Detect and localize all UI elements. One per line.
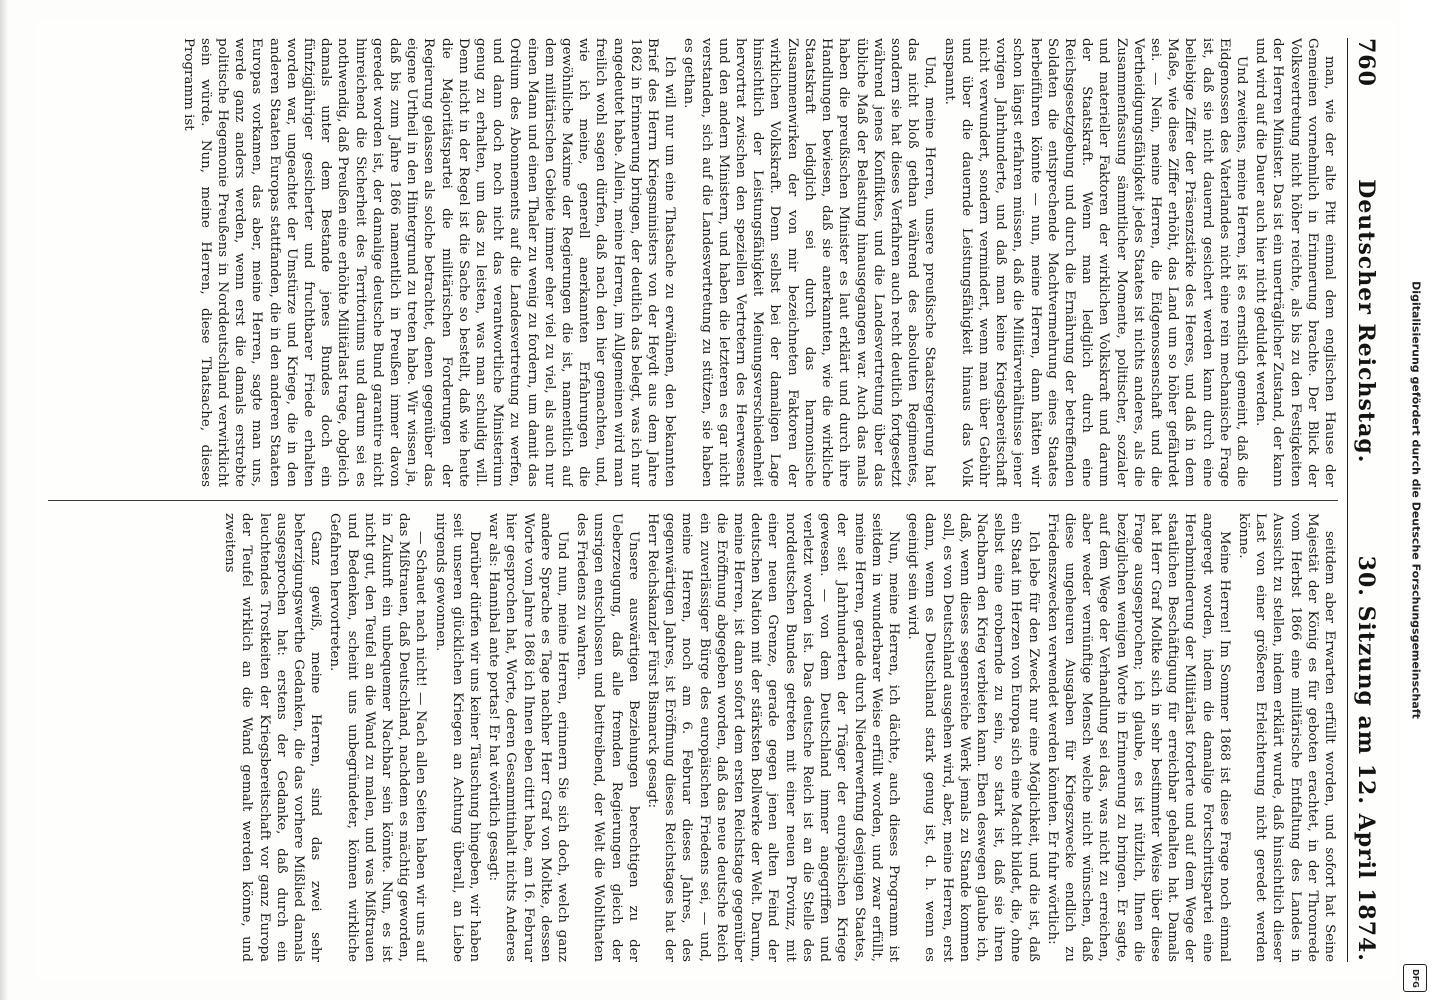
left-column <box>46 38 1338 487</box>
paragraph: Ganz gewiß, meine Herren, sind das zwei sehr beherzigungswerthe Gedanken, die das vorhere Mißlied damals ausgesprochen hat: erstens der Gedanke, daß durch ein leuchtendes Trostkeiten der Kriegsbereitschaft vor ganz Europa der Teufel wirklich an die Wand gemalt werden könne, und zweitens <box>222 513 324 962</box>
paragraph: Darüber dürfen wir uns keiner Täuschung hingeben, wir haben seit unseren glücklichen Kriegen an Achtung überall, an Liebe nirgends gewonnen. <box>432 513 483 962</box>
dfg-logo <box>1403 964 1427 992</box>
dfg-logo-text: DFG <box>1410 968 1420 988</box>
header-session: 30. Sitzung am 12. April 1874. <box>1353 555 1379 962</box>
paragraph: seitdem aber Erwarten erfüllt worden, und sofort hat Seine Majestät der König es für geboten erachtet, in der Thronrede vom Herbst 1866 eine militärische Entfaltung des Landes in Aussicht zu stellen, indem erklärt wurde, daß hinsichtlich dieser Last von einer größeren Erleichterung nicht geredet werden könne. <box>1235 513 1337 962</box>
paragraph: — Schauet nach nicht! — Nach allen Seiten haben wir uns auf das Mißtrauen, daß Deutschland, nachdem es mächtig geworden, in Zukunft ein unbequemer Nachbar sein könnte. Nun, es ist nicht gut, den Teufel an die Wand zu malen, und was Mißtrauen und Bedenken, scheint uns unbegründeter, können wirkliche Gefahren hervortreten. <box>327 513 429 962</box>
paragraph: Und nun, meine Herren, erinnern Sie sich doch, welch ganz andere Sprache es Tage nachher Herr Graf von Moltke, dessen Worte vom Jahre 1868 ich Ihnen eben citirt habe, am 16. Februar hier gesprochen hat, Worte, deren Gesammtinhalt nichts Anderes war als: Hannibal ante portas! Er hat wörtlich gesagt: <box>486 513 571 962</box>
right-column <box>46 513 1338 962</box>
paragraph: Und, meine Herren, unsere preußische Staatsregierung hat das nicht bloß gethan während des absoluten Regimentes, sondern sie hat dieses Verfahren auch recht deutlich fortgesetzt während jenes Konfliktes, und die Landesvertretung über das übliche Maß der Belastung hinausgegangen war. Auch das mals haben die preußischen Minister es laut erklärt und durch ihre Handlungen bewiesen, daß sie anerkannten, wie die wirkliche Staatskraft lediglich sei durch das harmonische Zusammenwirken der von mir bezeichneten Faktoren der wirklichen Volkskraft. Denn selbst bei der damaligen Lage hinsichtlich der Leistungsfähigkeit Meinungsverschiedenheit hervortrat zwischen den speziellen Vertretern des Heerwesens und den andern Ministern, und haben die letzteren es gar nicht verstanden, sich auf die Landesvertretung zu stützen, sie haben es gethan. <box>681 38 938 487</box>
document-page <box>36 20 1396 980</box>
paragraph: Und zweitens, meine Herren, ist es ernstlich gemeint, daß die Eidgenossen des Vaterlandes nicht eine rein mechanische Frage ist, daß sie nicht dauernd gesichert werden kann durch eine beliebige Ziffer der Präsenzstärke des Heeres, und daß in dem Maße, wie diese Ziffer erhöht, das Land um so höher gefährdet sei. — Nein, meine Herren, die Eidgenossenschaft und die Vertheidigungsfähigkeit jedes Staates ist nichts anderes, als die Zusammenfassung sämmtlicher Momente, politischer, sozialer und materieller Faktoren der wirklichen Volkskraft und darum der Staatskraft. Wenn man lediglich durch eine Reichsgesetzgebung und durch die Ernährung der betreffenden Soldaten die entsprechende Machtvermehrung eines Staates herbeiführen könnte — nun, meine Herren, dann hätten wir schon längst erfahren müssen, daß die Militärverhältnisse jener vorigen Jahrhunderte, und daß man keine Kriegsbereitschaft nicht verwundert, sondern vermindert, wenn man über Gebühr und über die dauernde Leistungsfähigkeit hinaus das Volk anspannt. <box>941 38 1249 487</box>
paragraph: Meine Herren! Im Sommer 1868 ist diese Frage noch einmal angeregt worden, indem die damalige Fortschrittspartei eine Herabminderung der Militärlast forderte und auf dem Wege der staatlichen Beschäftigung für erreichbar gehalten hat. Damals hat Herr Graf Moltke sich in sehr bestimmter Weise über diese Frage ausgesprochen; ich glaube, es ist nützlich, Ihnen die bezüglichen wenigen Worte in Erinnerung zu bringen. Er sagte, auf dem Wege der Verhandlung sei das, was nicht zu erreichen, aber weder vernünftige Mensch welche nicht wünschen, daß diese ungeheuren Ausgaben für Kriegszwecke endlich zu Friedenszwecken verwendet werden könnten. Er fuhr wörtlich: <box>1044 513 1232 962</box>
paragraph: man, wie der alte Pitt einmal dem englischen Hause der Gemeinen vornehmlich in Erinnerung brachte. Der Blick der Volksvertretung nicht höher reichte, als bis zu den Festigkeiten der Herren Minister. Das ist ein unerträglicher Zustand, der kann und wird auf die Dauer auch hier nicht geduldet werden. <box>1253 38 1337 487</box>
header-title: Deutscher Reichstag. <box>1353 179 1379 464</box>
page-number: 760 <box>1353 38 1379 87</box>
paragraph: Ich will nur um eine Thatsache zu erwähnen, den bekannten Brief des Herrn Kriegsministers von der Heydt aus dem Jahre 1862 in Erinnerung bringen, der deutlich das belegt, was ich nur angedeutet habe. Allein, meine Herren, im Allgemeinen wird man freilich wohl sagen dürfen, daß nach den hier gemachten, und, wie ich meine, generell anerkannten Erfahrungen die gewöhnliche Maxime der Regierungen die ist, namentlich auf dem militärischen Gebiete immer eher viel zu viel, als auch nur einen Mann und einen Thaler zu wenig zu fordern, um damit das Ordium des Abonnements auf die Landesvertretung zu werfen, und dann doch noch nicht das verantwortliche Ministerium genug zu erhalten, um das zu leisten, was man schuldig will. Denn nicht in der Regel ist die Sache so bestellt, daß wie heute die Majoritätspartei die militärischen Forderungen der Regierung gelassen als solche betrachtet, denen gegenüber das eigene Urtheil in den Hintergrund zu treten habe. Wir wissen ja, daß bis zum Jahre 1866 namentlich in Preußen immer davon geredet worden ist, der damalige deutsche Bund garantire nicht hinreichend die Sicherheit des Territoriums und darum sei es nothwendig, daß Preußen eine erhöhte Militärlast trage, obgleich damals unter dem Bestande jenes Bundes doch ein fünfzigjähriger gesicherter und fruchtbarer Friede erhalten worden war, ungeachtet der Umstürze und Kriege, die in den anderen Staaten Europas stattfanden, die in den anderen Staaten Europas vorkamen, das aber, meine Herren, sagte man uns, werde ganz anders werden, wenn erst die damals erstrebte politische Hegemonie Preußens in Norddeutschland verwirklicht sein würde. Nun, meine Herren, diese Thatsache, dieses Programm ist <box>180 38 678 487</box>
page-edge-shadow <box>0 0 8 1000</box>
text-columns <box>46 38 1338 962</box>
paragraph: Nun, meine Herren, ich dächte, auch dieses Programm ist seitdem in wunderbarer Weise erfüllt worden, und zwar erfüllt, meine Herren, gerade durch Niederwerfung desjenigen Staates, der seit Jahrhunderten der Träger der europäischen Kriege gewesen. — von dem Deutschland immer angegriffen und verletzt worden ist. Das deutsche Reich ist an die Stelle des norddeutschen Bundes getreten mit einer neuen Provinz, mit einer neuen Grenze, gerade gegen jenen alten Feind der deutschen Nation mit der stärksten Bollwerke der Welt. Darum, meine Herren, ist dann sofort dem ersten Reichstage gegenüber die Eröffnung abgegeben worden, daß das neue deutsche Reich ein zuverlässiger Bürge des europäischen Friedens sei, — und, meine Herren, noch am 6. Februar dieses Jahres, des gegenwärtigen Jahres, ist Eröffnung dieses Reichstages hat der Herr Reichskanzler Fürst Bismarck gesagt: <box>645 513 901 962</box>
paragraph: Ich lebe für den Zweck nur eine Möglichkeit, und die ist, daß ein Staat im Herzen von Europa sich eine Macht bildet, die, ohne selbst eine erobernde zu sein, so stark ist, daß sie ihren Nachbarn den Krieg verbieten kann. Eben deswegen glaube ich, daß, wenn dieses segensreiche Werk jemals zu Stande kommen soll, es von Deutschland ausgehen wird, aber, meine Herren, erst dann, wenn es Deutschland stark genug ist, d. h. wenn es geeinigt sein wird. <box>905 513 1041 962</box>
paragraph: Unsere auswärtigen Beziehungen berechtigen zu der Ueberzeugung, daß alle fremden Regierungen gleich der unsrigen entschlossen und beitreibend, der Welt die Wohlthaten des Friedens zu wahren. <box>574 513 641 962</box>
page-header <box>1347 38 1384 962</box>
credit-text: Digitalisierung gefördert durch die Deutsche Forschungsgemeinschaft <box>1409 281 1423 719</box>
